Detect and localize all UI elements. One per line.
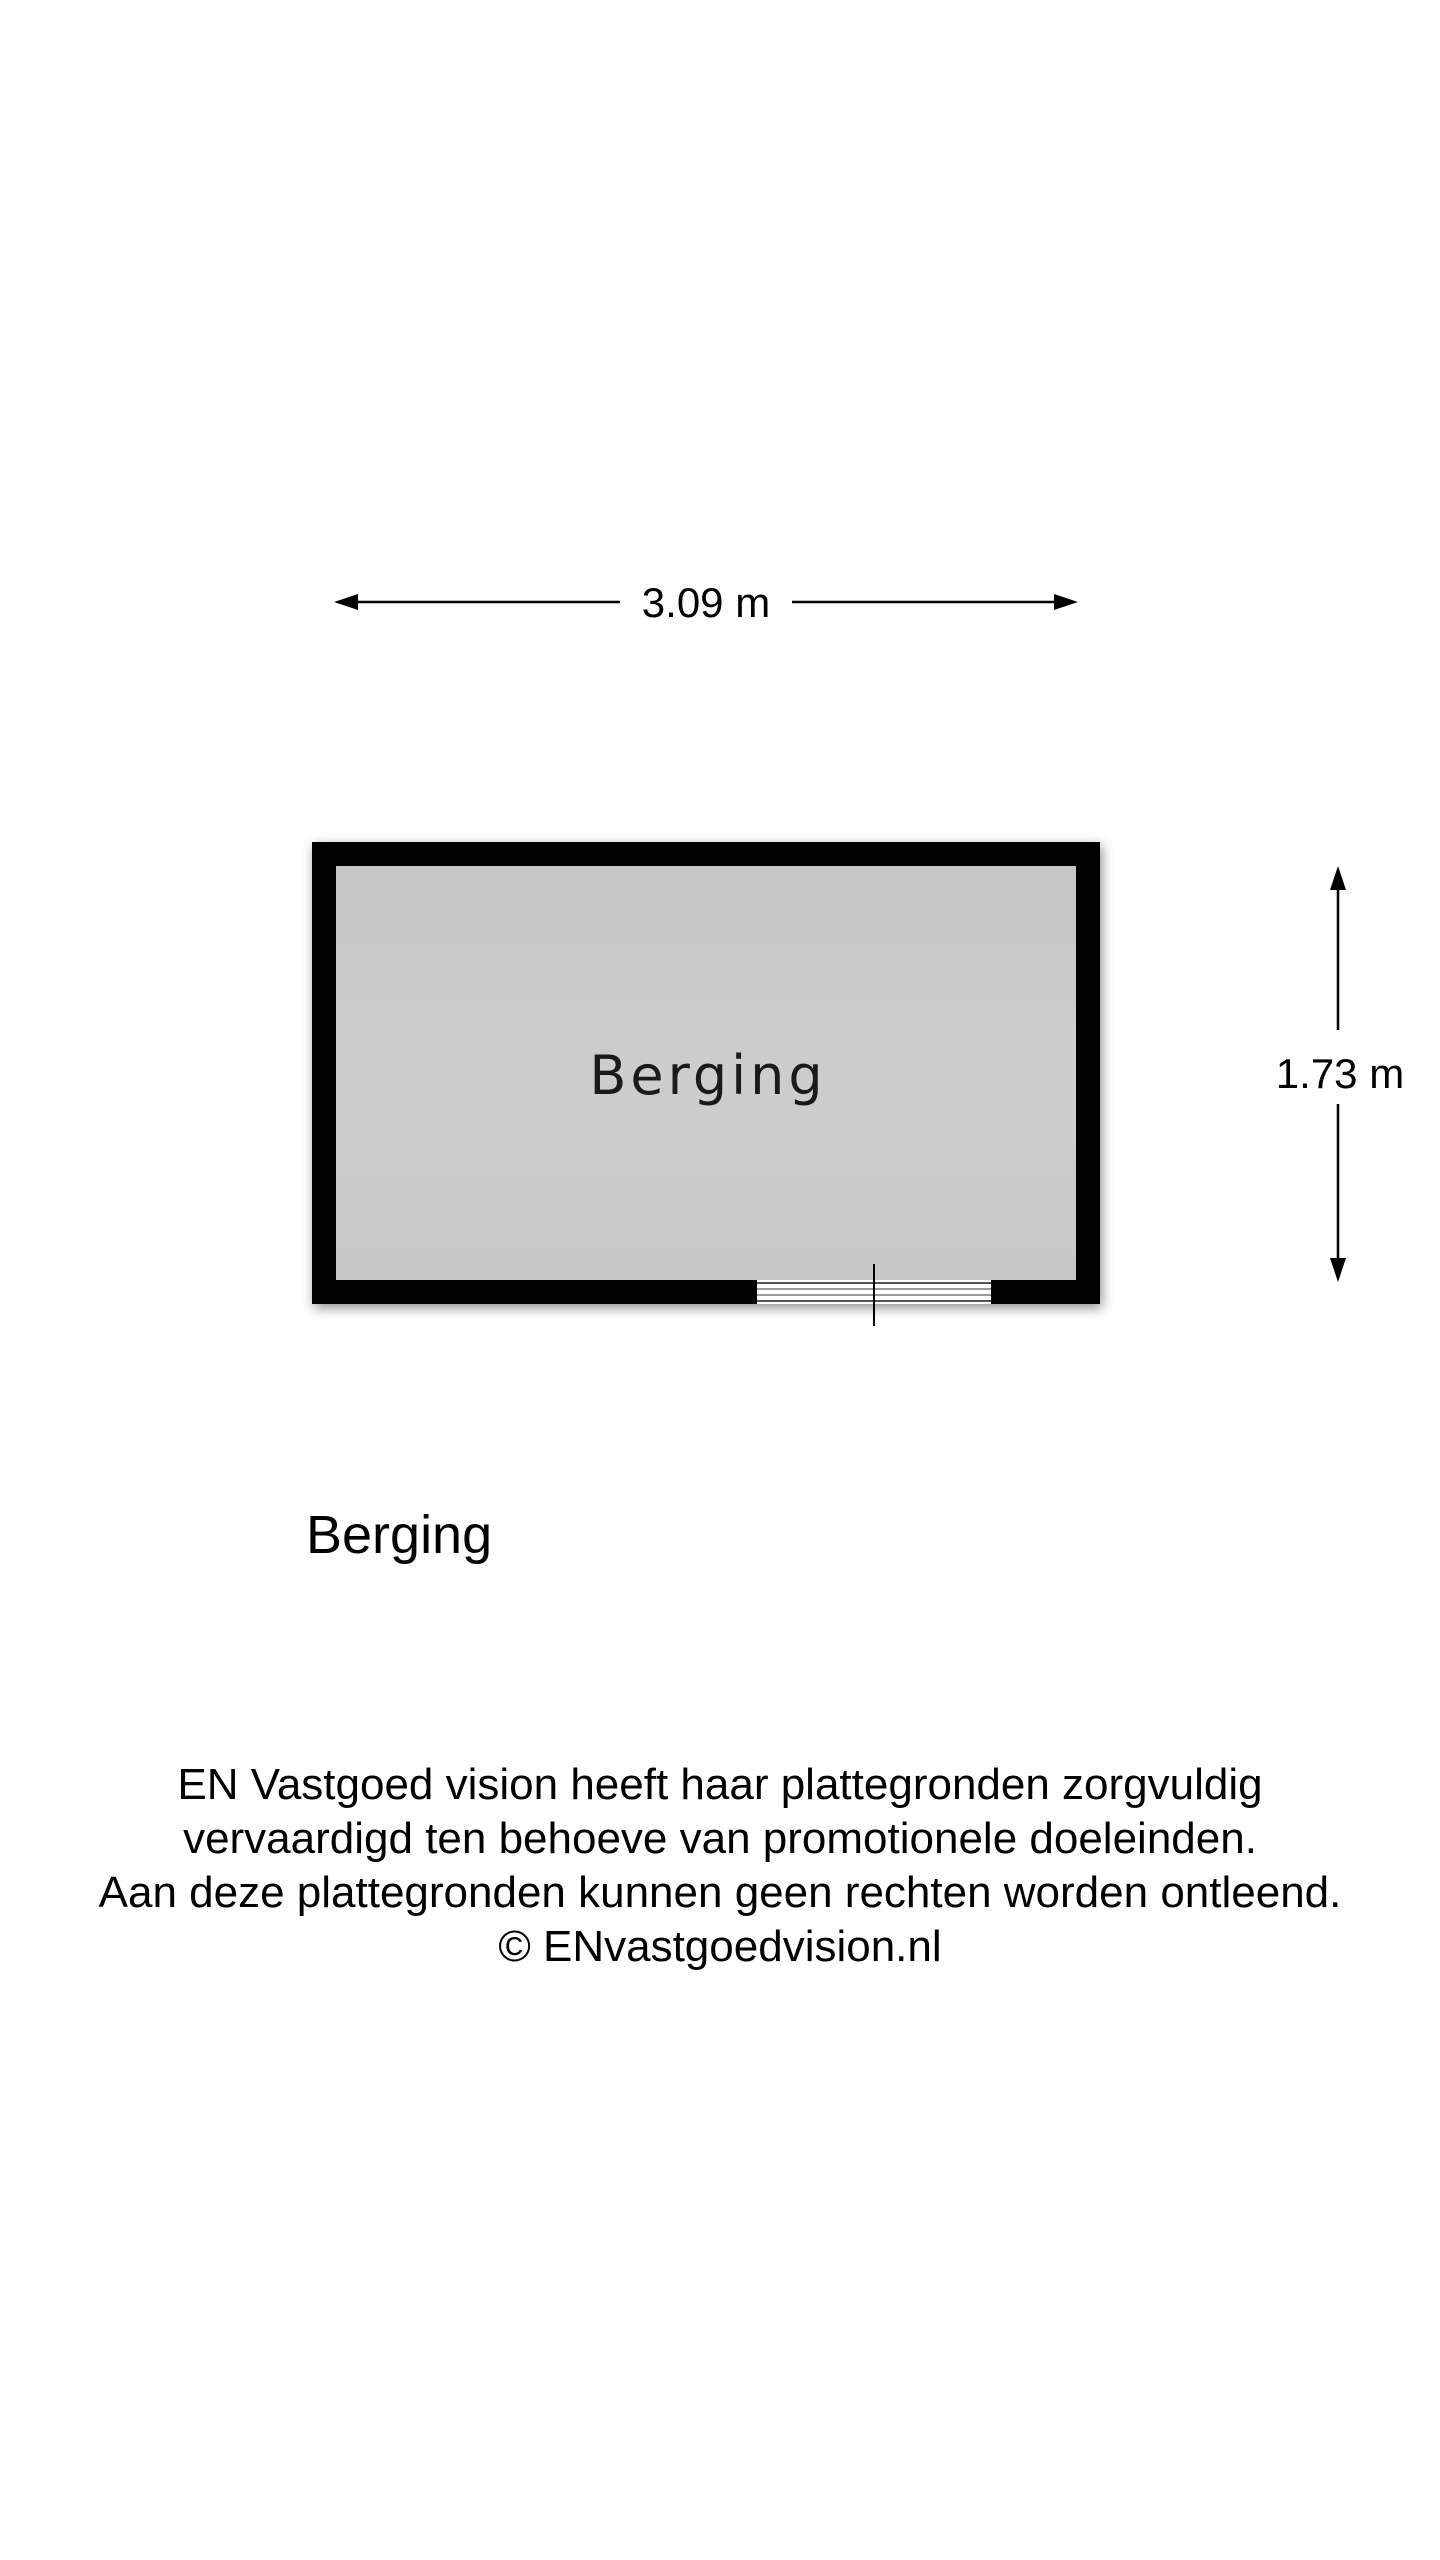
height-dimension-label: 1.73 m [1275,1050,1405,1097]
arrowhead-right-icon [1054,594,1078,610]
disclaimer-text [0,1758,1440,1974]
disclaimer-line: vervaardigd ten behoeve van promotionele doeleinden. [183,1814,1257,1863]
disclaimer-line: Aan deze plattegronden kunnen geen rechten worden ontleend. [98,1868,1342,1917]
arrowhead-left-icon [334,594,358,610]
arrowhead-down-icon [1330,1258,1346,1282]
width-dimension-label: 3.09 m [641,579,771,626]
copyright-line: © ENvastgoedvision.nl [498,1922,942,1971]
disclaimer-line: EN Vastgoed vision heeft haar plattegronden zorgvuldig [177,1760,1263,1809]
room-label-berging: Berging [589,1044,827,1107]
height-dimension [1276,866,1404,1282]
width-dimension [334,579,1078,626]
floor-title: Berging [306,1505,493,1565]
arrowhead-up-icon [1330,866,1346,890]
